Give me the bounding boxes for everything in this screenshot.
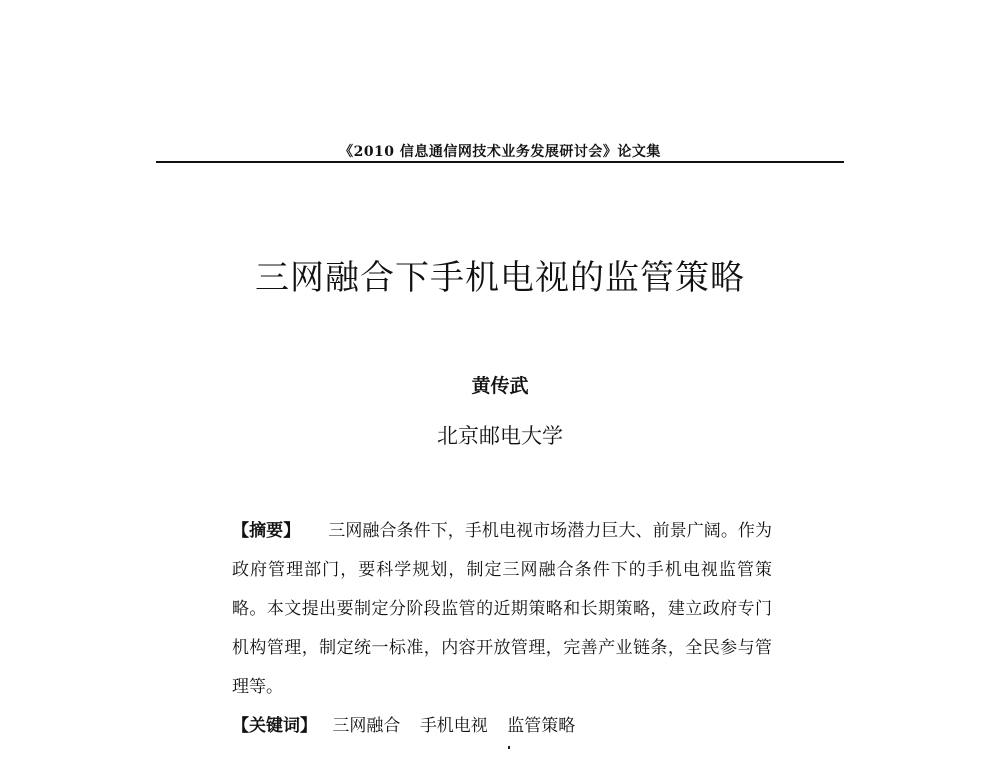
author-name: 黄传武 [471,375,529,397]
paper-title: 三网融合下手机电视的监管策略 [255,258,745,298]
running-header: 《2010 信息通信网技术业务发展研讨会》论文集 [339,144,661,160]
keyword-item: 三网融合 [332,716,401,736]
abstract-text: 三网融合条件下，手机电视市场潜力巨大、前景广阔。作为政府管理部门，要科学规划，制定三网融合条件下的手机电视监管策略。本文提出要制定分阶段监管的近期策略和长期策略，建立政府专门机构管理，制定统一标准，内容开放管理，完善产业链条，全民参与管理等。 [232,521,773,697]
abstract-label: 【摘要】 [232,521,301,541]
author-affiliation: 北京邮电大学 [437,424,563,448]
keyword-item: 手机电视 [419,716,488,736]
keywords [232,712,772,740]
abstract [232,512,772,707]
header-rule [156,161,844,163]
keywords-label: 【关键词】 [232,716,317,736]
keyword-item: 监管策略 [507,716,576,736]
scan-speck [508,746,510,749]
